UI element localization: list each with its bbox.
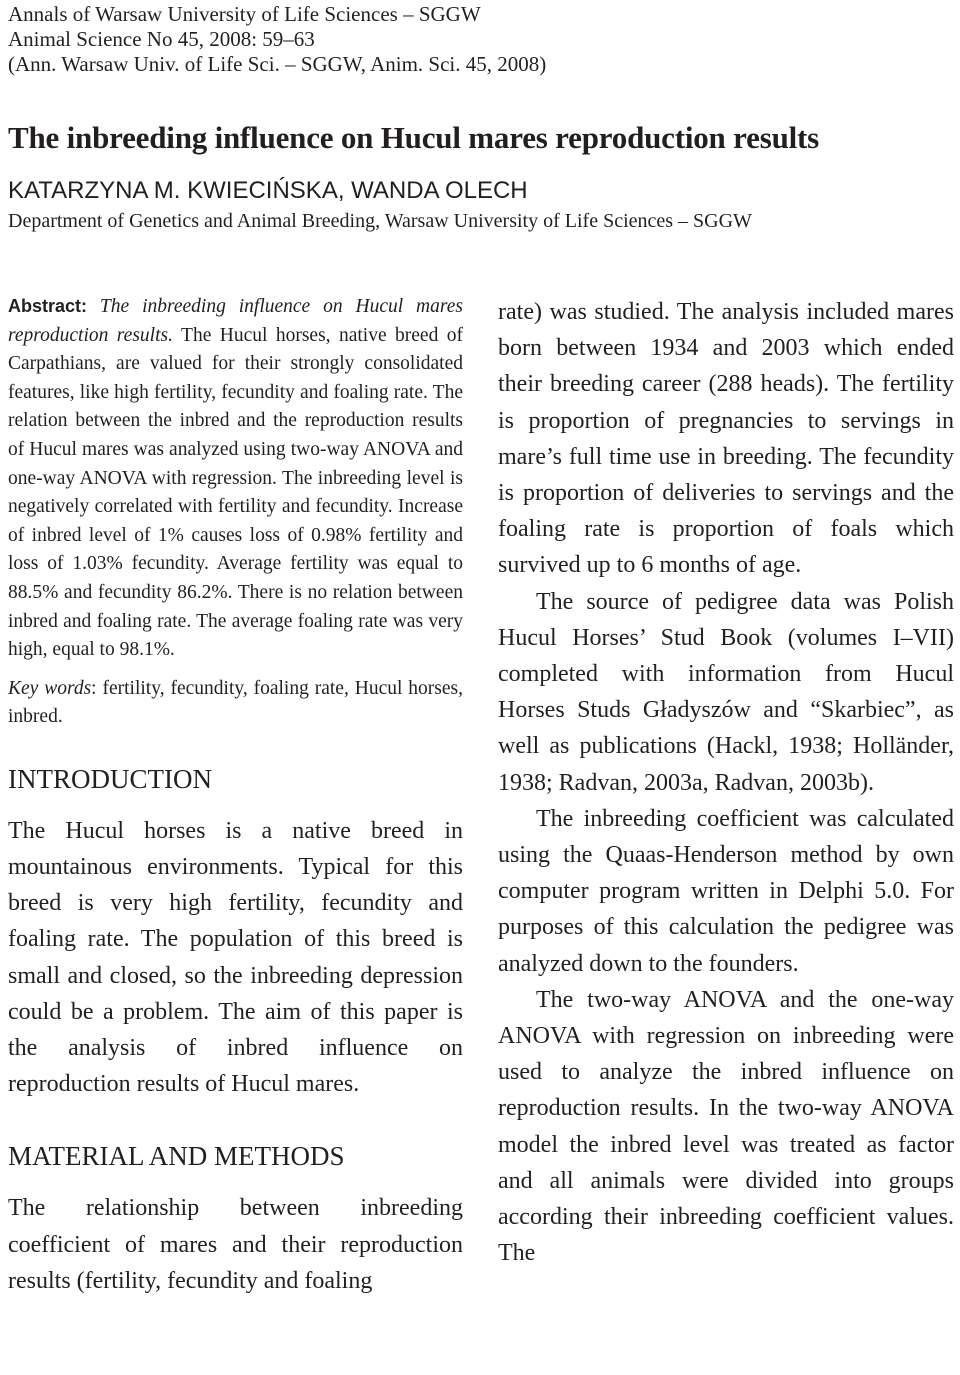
methods-pedigree-paragraph: The source of pedigree data was Polish Hucul Horses’ Stud Book (volumes I–VII) completed with information from Hucul Horses Studs Gładyszów and “Skarbiec”, as well as publications (Hackl, 1938; Holländer, 1938; Radvan, 2003a, Radvan, 2003b). [498,588,954,796]
abstract [8,292,463,665]
introduction-text: The Hucul horses is a native breed in mountainous environments. Typical for this breed is very high fertility, fecundity and foaling rate. The population of this breed is small and closed, so the inbreeding depression could be a problem. The aim of this paper is the analysis of inbred influence on reproduction results of Hucul mares. [8,817,463,1098]
journal-citation: (Ann. Warsaw Univ. of Life Sci. – SGGW, Anim. Sci. 45, 2008) [8,52,547,76]
left-column [8,292,463,1299]
keywords [8,675,463,731]
methods-anova-paragraph: The two-way ANOVA and the one-way ANOVA with regression on inbreeding were used to analyze the inbred influence on reproduction results. In the two-way ANOVA model the inbred level was treated as factor and all animals were divided into groups according their inbreeding coefficient values. The [498,986,954,1267]
methods-text-start: The relationship between inbreeding coefficient of mares and their reproduction results (fertility, fecundity and foaling [8,1195,463,1294]
article-title: The inbreeding influence on Hucul mares reproduction results [8,120,820,155]
journal-name: Annals of Warsaw University of Life Sciences – SGGW [8,2,481,26]
journal-header [8,2,546,77]
keywords-text: : fertility, fecundity, foaling rate, Hucul horses, inbred. [8,677,463,727]
abstract-text: The Hucul horses, native breed of Carpathians, are valued for their strongly consolidated features, like high fertility, fecundity and foaling rate. The relation between the inbred and the reproduction results of Hucul mares was analyzed using two-way ANOVA and one-way ANOVA with regression. The inbreeding level is negatively correlated with fertility and fecundity. Increase of inbred level of 1% causes loss of 0.98% fertility and loss of 1.03% fecundity. Average fertility was equal to 88.5% and fecundity 86.2%. There is no relation between inbred and foaling rate. The average foaling rate was very high, equal to 98.1%. [8,324,463,661]
article-affiliation: Department of Genetics and Animal Breeding, Warsaw University of Life Sciences – SGGW [8,210,752,232]
methods-inbreeding-paragraph: The inbreeding coefficient was calculated using the Quaas-Henderson method by own computer program written in Delphi 5.0. For purposes of this calculation the pedigree was analyzed down to the founders. [498,805,954,977]
abstract-title: The inbreeding influence on Hucul mares reproduction results. [8,296,464,346]
keywords-label: Key words [8,677,92,699]
journal-issue: Animal Science No 45, 2008: 59–63 [8,27,315,51]
article-authors: KATARZYNA M. KWIECIŃSKA, WANDA OLECH [8,177,528,204]
methods-heading: MATERIAL AND METHODS [8,1141,345,1172]
right-column [498,294,954,1271]
introduction-heading: INTRODUCTION [8,763,212,794]
abstract-label: Abstract: [8,296,88,316]
methods-text-continued: rate) was studied. The analysis included mares born between 1934 and 2003 which ended their breeding career (288 heads). The fertility is proportion of pregnancies to servings in mare’s full time use in breeding. The fecundity is proportion of deliveries to servings and the foaling rate is proportion of foals which survived up to 6 months of age. [498,299,954,579]
